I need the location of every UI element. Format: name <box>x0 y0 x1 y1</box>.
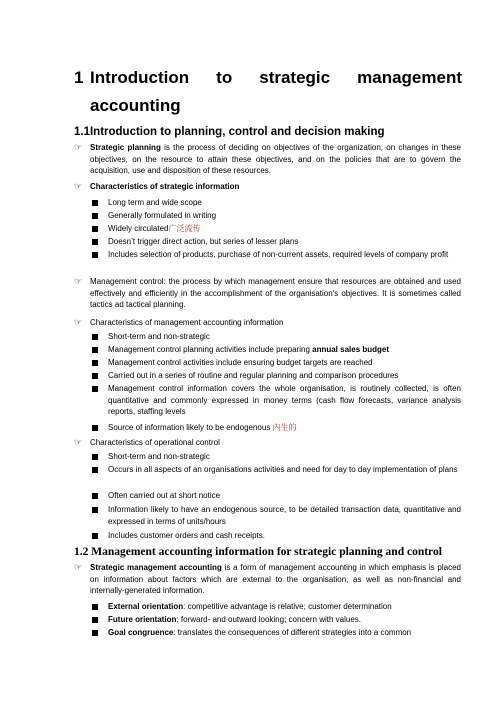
square-bullet-icon <box>92 504 102 517</box>
list-item-text: : forward- and outward looking; concern with values. <box>176 615 361 624</box>
hand-pointer-icon: ☞ <box>74 437 83 447</box>
square-bullet-icon <box>92 344 102 357</box>
chinese-note: 内生的 <box>272 423 297 432</box>
list-item: Carried out in a series of routine and regular planning and comparison procedures <box>108 371 399 380</box>
list-item <box>108 344 461 356</box>
list-item: Short-term and non-strategic <box>108 332 210 341</box>
square-bullet-icon <box>92 236 102 249</box>
square-bullet-icon <box>92 530 102 543</box>
title-word: to <box>216 68 233 87</box>
square-bullet-icon <box>92 490 102 503</box>
title-word: Introduction <box>90 68 190 87</box>
chapter-title-line1 <box>90 64 462 92</box>
square-bullet-icon <box>92 614 102 627</box>
title-word: strategic <box>259 68 331 87</box>
list-item <box>108 601 461 613</box>
term-sma: Strategic management accounting <box>90 563 222 572</box>
sma-paragraph <box>90 562 461 597</box>
square-bullet-icon <box>92 464 102 477</box>
section-heading-1-1: 1.1Introduction to planning, control and decision making <box>74 126 385 138</box>
chapter-number: 1 <box>74 68 84 87</box>
list-item <box>108 627 461 639</box>
square-bullet-icon <box>92 210 102 223</box>
list-item: Includes selection of products, purchase of non-current assets, required levels of company profit <box>108 250 449 259</box>
list-item: Often carried out at short notice <box>108 491 221 500</box>
strategic-planning-text: is the process of deciding on objectives of the organization, on changes in these objectives, on the resource to attain these objectives, and on the policies that are to govern the acquisition, use and disposition of these resources. <box>90 143 462 175</box>
term: Goal congruence <box>108 628 174 637</box>
sma-text: is a form of management accounting in which emphasis is placed on information about factors which are external to the organisation, as well as non-financial and internally-generated information. <box>90 563 461 595</box>
square-bullet-icon <box>92 249 102 262</box>
strategic-info-heading: Characteristics of strategic information <box>90 182 240 191</box>
hand-pointer-icon: ☞ <box>74 142 83 152</box>
list-item: Long term and wide scope <box>108 198 202 207</box>
square-bullet-icon <box>92 197 102 210</box>
list-item-text: Widely circulated <box>108 224 169 233</box>
term: External orientation <box>108 602 184 611</box>
list-item: Information likely to have an endogenous source, to be detailed transaction data, quantitative and expressed in terms of units/hours <box>108 505 461 526</box>
list-item-text: Source of information likely to be endogenous <box>108 423 273 432</box>
hand-pointer-icon: ☞ <box>74 562 83 572</box>
list-item: Management control activities include ensuring budget targets are reached <box>108 358 373 367</box>
list-item-text: Management control planning activities include preparing <box>108 345 313 354</box>
hand-pointer-icon: ☞ <box>74 181 83 191</box>
list-item-text: : competitive advantage is relative; customer determination <box>183 602 392 611</box>
term-strategic-planning: Strategic planning <box>90 143 161 152</box>
management-control-paragraph: Management control: the process by which management ensure that resources are obtained and used effectively and efficiently in the accomplishment of the organisation’s objectives. It is sometimes called tactics ad tactical planning. <box>90 277 461 309</box>
hand-pointer-icon: ☞ <box>74 317 83 327</box>
list-item <box>108 614 461 626</box>
hand-pointer-icon: ☞ <box>74 276 83 286</box>
list-item: Management control information covers the whole organisation, is routinely collected, is often quantitative and commonly expressed in money terms (cash flow forecasts, variance analysis reports, staffing levels <box>108 384 461 416</box>
square-bullet-icon <box>92 451 102 464</box>
square-bullet-icon <box>92 331 102 344</box>
list-item: Occurs in all aspects of an organisations activities and need for day to day implementation of plans <box>108 465 458 474</box>
term-annual-sales-budget: annual sales budget <box>312 345 390 354</box>
list-item: Includes customer orders and cash receipts. <box>108 531 265 540</box>
square-bullet-icon <box>92 627 102 640</box>
section-heading-1-2: 1.2 Management accounting information for strategic planning and control <box>74 546 442 558</box>
list-item: Short-term and non-strategic <box>108 452 210 461</box>
strategic-planning-paragraph <box>90 142 461 177</box>
list-item: Doesn’t trigger direct action, but series of lesser plans <box>108 237 299 246</box>
square-bullet-icon <box>92 370 102 383</box>
square-bullet-icon <box>92 383 102 396</box>
square-bullet-icon <box>92 422 102 435</box>
operational-heading: Characteristics of operational control <box>90 438 220 447</box>
chinese-note: 广泛流传 <box>168 224 201 233</box>
title-word: management <box>357 68 462 87</box>
list-item-text: : translates the consequences of different strategies into a common <box>173 628 412 637</box>
term: Future orientation <box>108 615 177 624</box>
list-item: Generally formulated in writing <box>108 211 217 220</box>
square-bullet-icon <box>92 223 102 236</box>
list-item <box>108 422 461 434</box>
square-bullet-icon <box>92 357 102 370</box>
chapter-title-line2: accounting <box>90 96 181 115</box>
mgmt-info-heading: Characteristics of management accounting information <box>90 318 284 327</box>
square-bullet-icon <box>92 601 102 614</box>
list-item <box>108 223 461 235</box>
